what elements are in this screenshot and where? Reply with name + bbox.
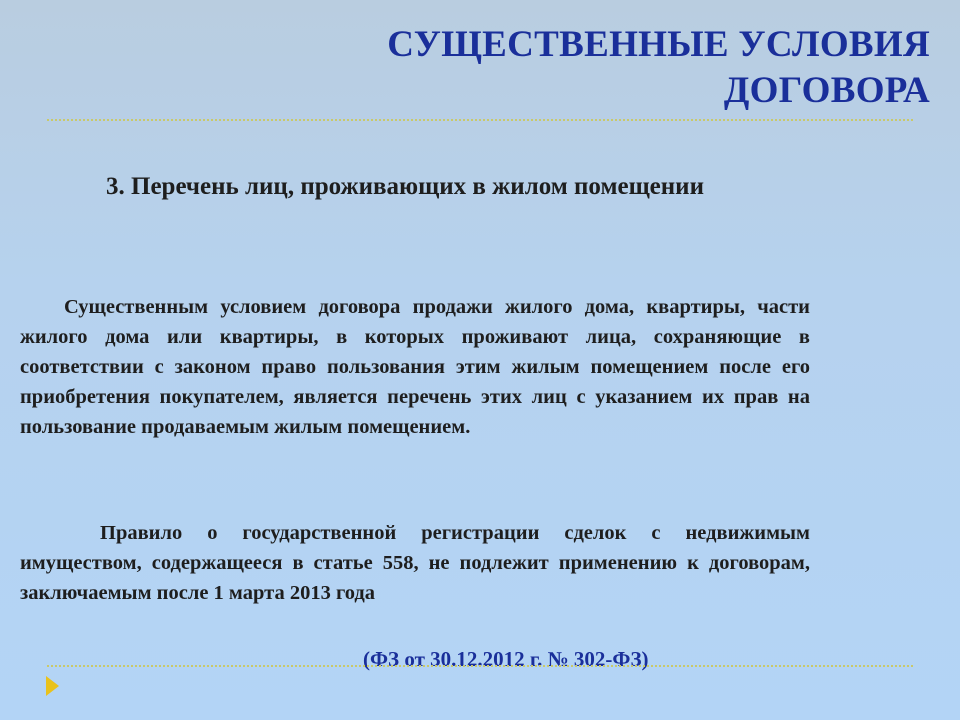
law-reference: (ФЗ от 30.12.2012 г. № 302-ФЗ): [363, 647, 649, 671]
slide-title: [230, 22, 930, 114]
slide-title-line2: ДОГОВОРА: [723, 70, 930, 111]
bottom-dotted-divider: [47, 665, 913, 667]
slide-title-line1: СУЩЕСТВЕННЫЕ УСЛОВИЯ: [387, 24, 930, 65]
section-heading: 3. Перечень лиц, проживающих в жилом помещении: [106, 173, 704, 200]
paragraph-registration-rule: Правило о государственной регистрации сделок с недвижимым имуществом, содержащееся в статье 558, не подлежит применению к договорам, заключаемым после 1 марта 2013 года: [20, 522, 810, 604]
top-dotted-divider: [47, 119, 913, 121]
play-arrow-icon[interactable]: [46, 676, 59, 696]
paragraph-essential-condition: Существенным условием договора продажи жилого дома, квартиры, части жилого дома или квартиры, в которых проживают лица, сохраняющие в соответствии с законом право пользования этим жилым помещением после его приобретения покупателем, является перечень этих лиц с указанием их прав на пользование продаваемым жилым помещением.: [20, 296, 810, 438]
